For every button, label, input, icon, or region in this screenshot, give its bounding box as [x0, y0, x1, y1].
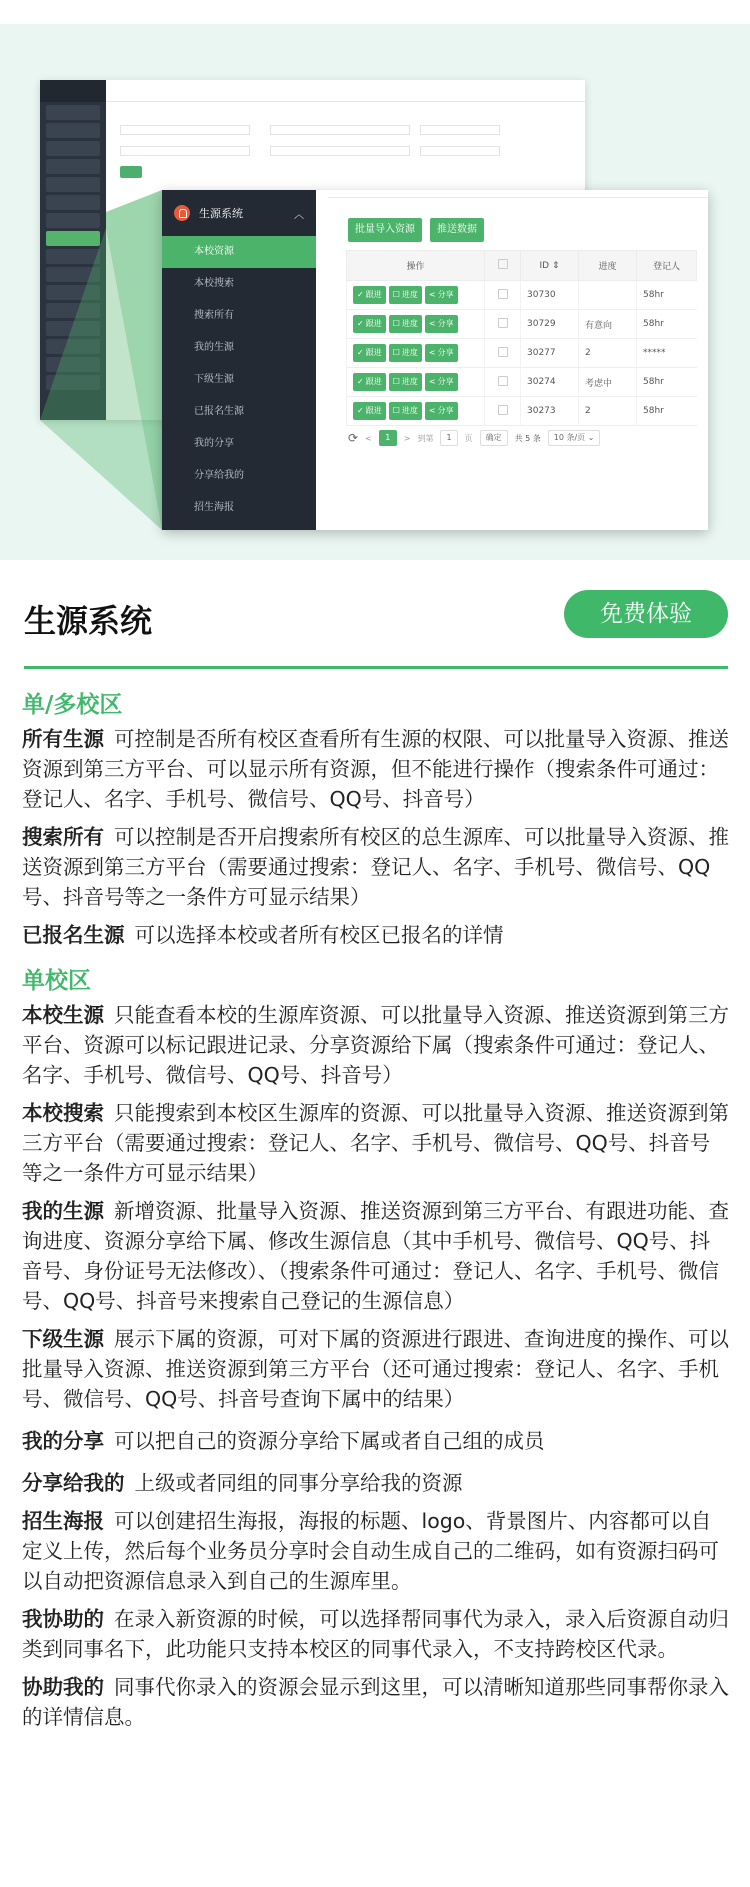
share-icon: < [428, 290, 436, 299]
main-content [316, 190, 708, 530]
follow-button[interactable] [353, 344, 386, 362]
follow-icon: ✓ [357, 377, 364, 386]
progress-cell: 2 [579, 339, 637, 368]
share-label: 分享 [437, 290, 454, 299]
batch-import-button[interactable]: 批量导入资源 [348, 218, 422, 242]
feature-desc: 在录入新资源的时候，可以选择帮同事代为录入，录入后资源自动归类到同事名下，此功能只支持本校区的同事代录入，不支持跨校区代录。 [22, 1607, 729, 1661]
next-page-button[interactable]: > [403, 433, 411, 443]
feature-term: 本校生源 [22, 1003, 104, 1027]
feature-desc: 只能查看本校的生源库资源、可以批量导入资源、推送资源到第三方平台、资源可以标记跟进记录、分享资源给下属（搜索条件可通过：登记人、名字、手机号、微信号、QQ号、抖音号） [22, 1003, 729, 1087]
share-icon: < [428, 348, 436, 357]
feature-item [22, 724, 730, 814]
feature-desc: 新增资源、批量导入资源、推送资源到第三方平台、有跟进功能、查询进度、资源分享给下属、修改生源信息（其中手机号、微信号、QQ号、抖音号、身份证号无法修改）、（搜索条件可通过：登记人、名字、手机号、微信号、QQ号、抖音号来搜索自己登记的生源信息） [22, 1199, 729, 1313]
row-checkbox[interactable] [498, 405, 508, 415]
id-cell[interactable]: 30730 [521, 281, 579, 310]
section-heading: 单校区 [22, 968, 91, 994]
free-trial-button[interactable]: 免费体验 [564, 590, 728, 638]
feature-term: 我的生源 [22, 1199, 104, 1223]
page-unit-label: 页 [464, 433, 473, 443]
id-cell[interactable]: 30274 [521, 368, 579, 397]
follow-icon: ✓ [357, 348, 364, 357]
push-data-button[interactable]: 推送数据 [430, 218, 484, 242]
progress-icon: ☐ [392, 290, 400, 299]
select-cell [485, 397, 521, 426]
page-title: 生源系统 [24, 602, 153, 640]
op-cell [347, 368, 485, 397]
share-button[interactable] [425, 286, 458, 304]
feature-term: 协助我的 [22, 1675, 104, 1699]
follow-button[interactable] [353, 315, 386, 333]
share-button[interactable] [425, 344, 458, 362]
sidebar-item-subordinate-students[interactable]: 下级生源 [194, 374, 234, 385]
sidebar-header-label: 生源系统 [199, 207, 243, 220]
progress-button[interactable] [389, 373, 422, 391]
feature-term: 下级生源 [22, 1327, 104, 1351]
col-progress: 进度 [579, 251, 637, 281]
progress-cell: 考虑中 [579, 368, 637, 397]
feature-item [22, 1196, 730, 1316]
prev-page-button[interactable]: < [365, 433, 372, 443]
feature-item [22, 822, 730, 912]
row-checkbox[interactable] [498, 289, 508, 299]
col-op: 操作 [347, 251, 485, 281]
feature-item [22, 1672, 730, 1732]
table-row [347, 310, 697, 339]
feature-term: 所有生源 [22, 727, 104, 751]
chevron-up-icon: ︿ [294, 209, 304, 221]
table-row [347, 368, 697, 397]
sidebar-item-shared-with-me[interactable]: 分享给我的 [194, 470, 244, 481]
follow-button[interactable] [353, 402, 386, 420]
goto-label: 到第 [417, 433, 434, 443]
follow-button[interactable] [353, 286, 386, 304]
total-count: 共 5 条 [514, 433, 541, 443]
feature-item [22, 920, 730, 950]
follow-label: 跟进 [365, 348, 382, 357]
follow-label: 跟进 [365, 406, 382, 415]
toolbar [348, 218, 484, 242]
registrar-cell: 58hr [637, 368, 697, 397]
progress-label: 进度 [401, 290, 418, 299]
op-cell [347, 397, 485, 426]
share-label: 分享 [437, 319, 454, 328]
progress-cell: 2 [579, 397, 637, 426]
sidebar [162, 190, 316, 530]
feature-desc: 可以选择本校或者所有校区已报名的详情 [134, 923, 504, 947]
sidebar-item-my-students[interactable]: 我的生源 [194, 342, 234, 353]
sidebar-item-enrolled[interactable]: 已报名生源 [194, 406, 244, 417]
feature-desc: 上级或者同组的同事分享给我的资源 [134, 1471, 463, 1495]
select-all-checkbox[interactable] [498, 259, 508, 269]
feature-term: 已报名生源 [22, 923, 125, 947]
share-button[interactable] [425, 402, 458, 420]
row-checkbox[interactable] [498, 376, 508, 386]
sidebar-item-my-shares[interactable]: 我的分享 [194, 438, 234, 449]
feature-term: 我的分享 [22, 1429, 104, 1453]
share-label: 分享 [437, 348, 454, 357]
share-label: 分享 [437, 377, 454, 386]
goto-page-input[interactable]: 1 [440, 430, 457, 446]
user-icon [174, 205, 190, 221]
select-cell [485, 368, 521, 397]
progress-button[interactable] [389, 402, 422, 420]
follow-icon: ✓ [357, 406, 364, 415]
progress-label: 进度 [401, 406, 418, 415]
feature-term: 分享给我的 [22, 1471, 125, 1495]
feature-desc: 可以把自己的资源分享给下属或者自己组的成员 [114, 1429, 545, 1453]
sidebar-item-local-resources[interactable]: 本校资源 [162, 236, 316, 268]
resource-table [346, 250, 697, 426]
id-cell[interactable]: 30277 [521, 339, 579, 368]
col-registrar: 登记人 [637, 251, 697, 281]
feature-desc: 可以创建招生海报，海报的标题、logo、背景图片、内容都可以自定义上传，然后每个业务员分享时会自动生成自己的二维码，如有资源扫码可以自动把资源信息录入到自己的生源库里。 [22, 1509, 719, 1593]
progress-icon: ☐ [392, 319, 400, 328]
col-select [485, 251, 521, 281]
progress-button[interactable] [389, 286, 422, 304]
table-row [347, 397, 697, 426]
sidebar-header[interactable] [162, 190, 316, 236]
progress-button[interactable] [389, 315, 422, 333]
zoomed-app-screenshot [162, 190, 708, 530]
progress-cell [579, 281, 637, 310]
pagination [348, 430, 600, 446]
top-strip [0, 0, 750, 24]
divider [24, 666, 728, 669]
col-id[interactable]: ID ⇕ [521, 251, 579, 281]
page-1-button[interactable]: 1 [379, 430, 397, 446]
id-cell[interactable]: 30729 [521, 310, 579, 339]
share-button[interactable] [425, 315, 458, 333]
feature-term: 搜索所有 [22, 825, 104, 849]
background-sidebar [40, 80, 106, 420]
feature-item [22, 1426, 730, 1456]
follow-label: 跟进 [365, 377, 382, 386]
share-icon: < [428, 377, 436, 386]
id-cell[interactable]: 30273 [521, 397, 579, 426]
progress-label: 进度 [401, 319, 418, 328]
table-row [347, 339, 697, 368]
op-cell [347, 281, 485, 310]
progress-icon: ☐ [392, 348, 400, 357]
progress-label: 进度 [401, 377, 418, 386]
feature-desc: 只能搜索到本校区生源库的资源、可以批量导入资源、推送资源到第三方平台（需要通过搜索：登记人、名字、手机号、微信号、QQ号、抖音号等之一条件方可显示结果） [22, 1101, 729, 1185]
share-icon: < [428, 319, 436, 328]
sidebar-item-poster[interactable]: 招生海报 [194, 502, 234, 513]
select-cell [485, 310, 521, 339]
share-button[interactable] [425, 373, 458, 391]
background-topbar [106, 80, 585, 102]
progress-button[interactable] [389, 344, 422, 362]
feature-item [22, 1000, 730, 1090]
follow-label: 跟进 [365, 319, 382, 328]
follow-icon: ✓ [357, 290, 364, 299]
progress-icon: ☐ [392, 377, 400, 386]
feature-item [22, 1098, 730, 1188]
sidebar-item-local-search[interactable]: 本校搜索 [194, 278, 234, 289]
follow-icon: ✓ [357, 319, 364, 328]
section-heading: 单/多校区 [22, 692, 123, 718]
feature-term: 我协助的 [22, 1607, 104, 1631]
feature-list [22, 686, 730, 1740]
goto-confirm-button[interactable]: 确定 [480, 430, 508, 446]
registrar-cell: ***** [637, 339, 697, 368]
feature-desc: 同事代你录入的资源会显示到这里，可以清晰知道那些同事帮你录入的详情信息。 [22, 1675, 729, 1729]
feature-desc: 可控制是否所有校区查看所有生源的权限、可以批量导入资源、推送资源到第三方平台、可以显示所有资源，但不能进行操作（搜索条件可通过：登记人、名字、手机号、微信号、QQ号、抖音号） [22, 727, 729, 811]
op-cell [347, 310, 485, 339]
table-row [347, 281, 697, 310]
registrar-cell: 58hr [637, 397, 697, 426]
share-label: 分享 [437, 406, 454, 415]
row-checkbox[interactable] [498, 347, 508, 357]
feature-item [22, 1468, 730, 1498]
feature-item [22, 1324, 730, 1414]
row-checkbox[interactable] [498, 318, 508, 328]
progress-cell: 有意向 [579, 310, 637, 339]
follow-button[interactable] [353, 373, 386, 391]
feature-term: 本校搜索 [22, 1101, 104, 1125]
progress-label: 进度 [401, 348, 418, 357]
feature-desc: 可以控制是否开启搜索所有校区的总生源库、可以批量导入资源、推送资源到第三方平台（需要通过搜索：登记人、名字、手机号、微信号、QQ号、抖音号等之一条件方可显示结果） [22, 825, 729, 909]
share-icon: < [428, 406, 436, 415]
follow-label: 跟进 [365, 290, 382, 299]
registrar-cell: 58hr [637, 310, 697, 339]
registrar-cell: 58hr [637, 281, 697, 310]
select-cell [485, 281, 521, 310]
feature-term: 招生海报 [22, 1509, 104, 1533]
feature-desc: 展示下属的资源，可对下属的资源进行跟进、查询进度的操作、可以批量导入资源、推送资源到第三方平台（还可通过搜索：登记人、名字、手机号、微信号、QQ号、抖音号查询下属中的结果） [22, 1327, 729, 1411]
feature-item [22, 1604, 730, 1664]
progress-icon: ☐ [392, 406, 400, 415]
select-cell [485, 339, 521, 368]
feature-item [22, 1506, 730, 1596]
sidebar-item-search-all[interactable]: 搜索所有 [194, 310, 234, 321]
refresh-icon[interactable]: ⟳ [348, 431, 359, 445]
op-cell [347, 339, 485, 368]
page-size-select[interactable]: 10 条/页 ⌄ [548, 430, 601, 446]
